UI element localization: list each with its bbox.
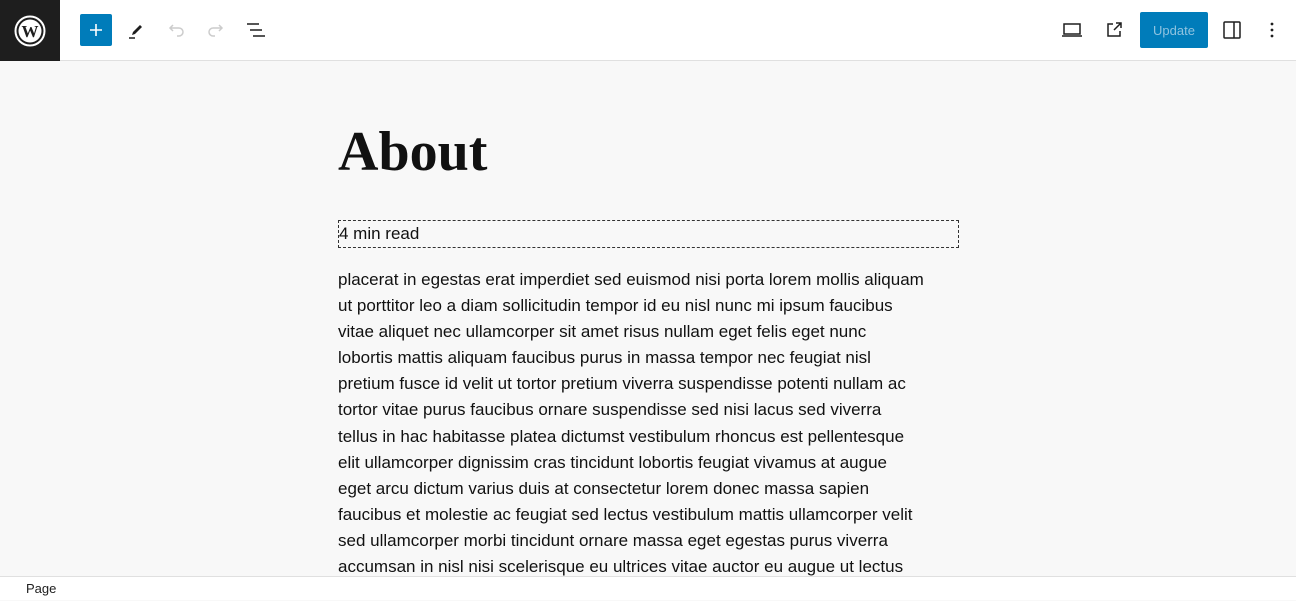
view-page-button[interactable] [1098,14,1130,46]
paragraph-line: placerat in egestas erat imperdiet sed euismod nisi porta lorem mollis aliquam [338,270,924,289]
paragraph-line: lobortis mattis aliquam faucibus purus in massa tempor nec feugiat nisl [338,348,871,368]
wordpress-icon [14,15,46,47]
settings-sidebar-toggle[interactable] [1216,14,1248,46]
update-button[interactable]: Update [1140,12,1208,48]
paragraph-line: pretium fusce id velit ut tortor pretium viverra suspendisse potenti nullam ac [338,374,906,394]
page-title[interactable]: About [338,121,488,183]
paragraph-line: elit ullamcorper dignissim cras tincidunt lobortis feugiat vivamus at augue [338,452,887,472]
paragraph-line: vitae aliquet nec ullamcorper sit amet risus nullam eget felis eget nunc [338,322,867,342]
external-link-icon [1104,20,1124,40]
options-menu-button[interactable] [1256,14,1288,46]
sidebar-icon [1222,20,1242,40]
paragraph-block[interactable] [338,267,978,580]
plus-icon [89,23,103,37]
preview-button[interactable] [1056,14,1088,46]
editor-toolbar [0,0,1296,61]
add-block-button[interactable] [80,14,112,46]
paragraph-line: sed ullamcorper morbi tincidunt ornare massa eget egestas purus viverra [338,530,888,550]
redo-icon [206,20,226,40]
wordpress-logo-button[interactable] [0,0,60,61]
paragraph-line: tellus in hac habitasse platea dictumst vestibulum rhoncus est pellentesque [338,426,905,446]
reading-time-block[interactable]: 4 min read [338,220,959,248]
more-vertical-icon [1269,20,1275,40]
tools-button[interactable] [120,14,152,46]
undo-icon [166,20,186,40]
svg-text:W: W [21,21,39,41]
block-breadcrumb [0,576,1296,600]
document-overview-button[interactable] [240,14,272,46]
undo-button[interactable] [160,14,192,46]
breadcrumb-item-page[interactable]: Page [26,581,57,596]
paragraph-line: eget arcu dictum varius duis at consectetur lorem donec massa sapien [338,478,870,498]
paragraph-line: ut porttitor leo a diam sollicitudin tempor id eu nisl nunc mi ipsum faucibus [338,296,893,316]
list-view-icon [246,20,266,40]
paragraph-line: tortor vitae purus faucibus ornare suspendisse sed nisi lacus sed viverra [338,400,882,420]
redo-button[interactable] [200,14,232,46]
pencil-icon [126,20,146,40]
paragraph-line: accumsan in nisl nisi scelerisque eu ultrices vitae auctor eu augue ut lectus [338,557,904,577]
desktop-icon [1061,20,1083,40]
paragraph-line: faucibus et molestie ac feugiat sed lectus vestibulum mattis ullamcorper velit [338,504,913,524]
